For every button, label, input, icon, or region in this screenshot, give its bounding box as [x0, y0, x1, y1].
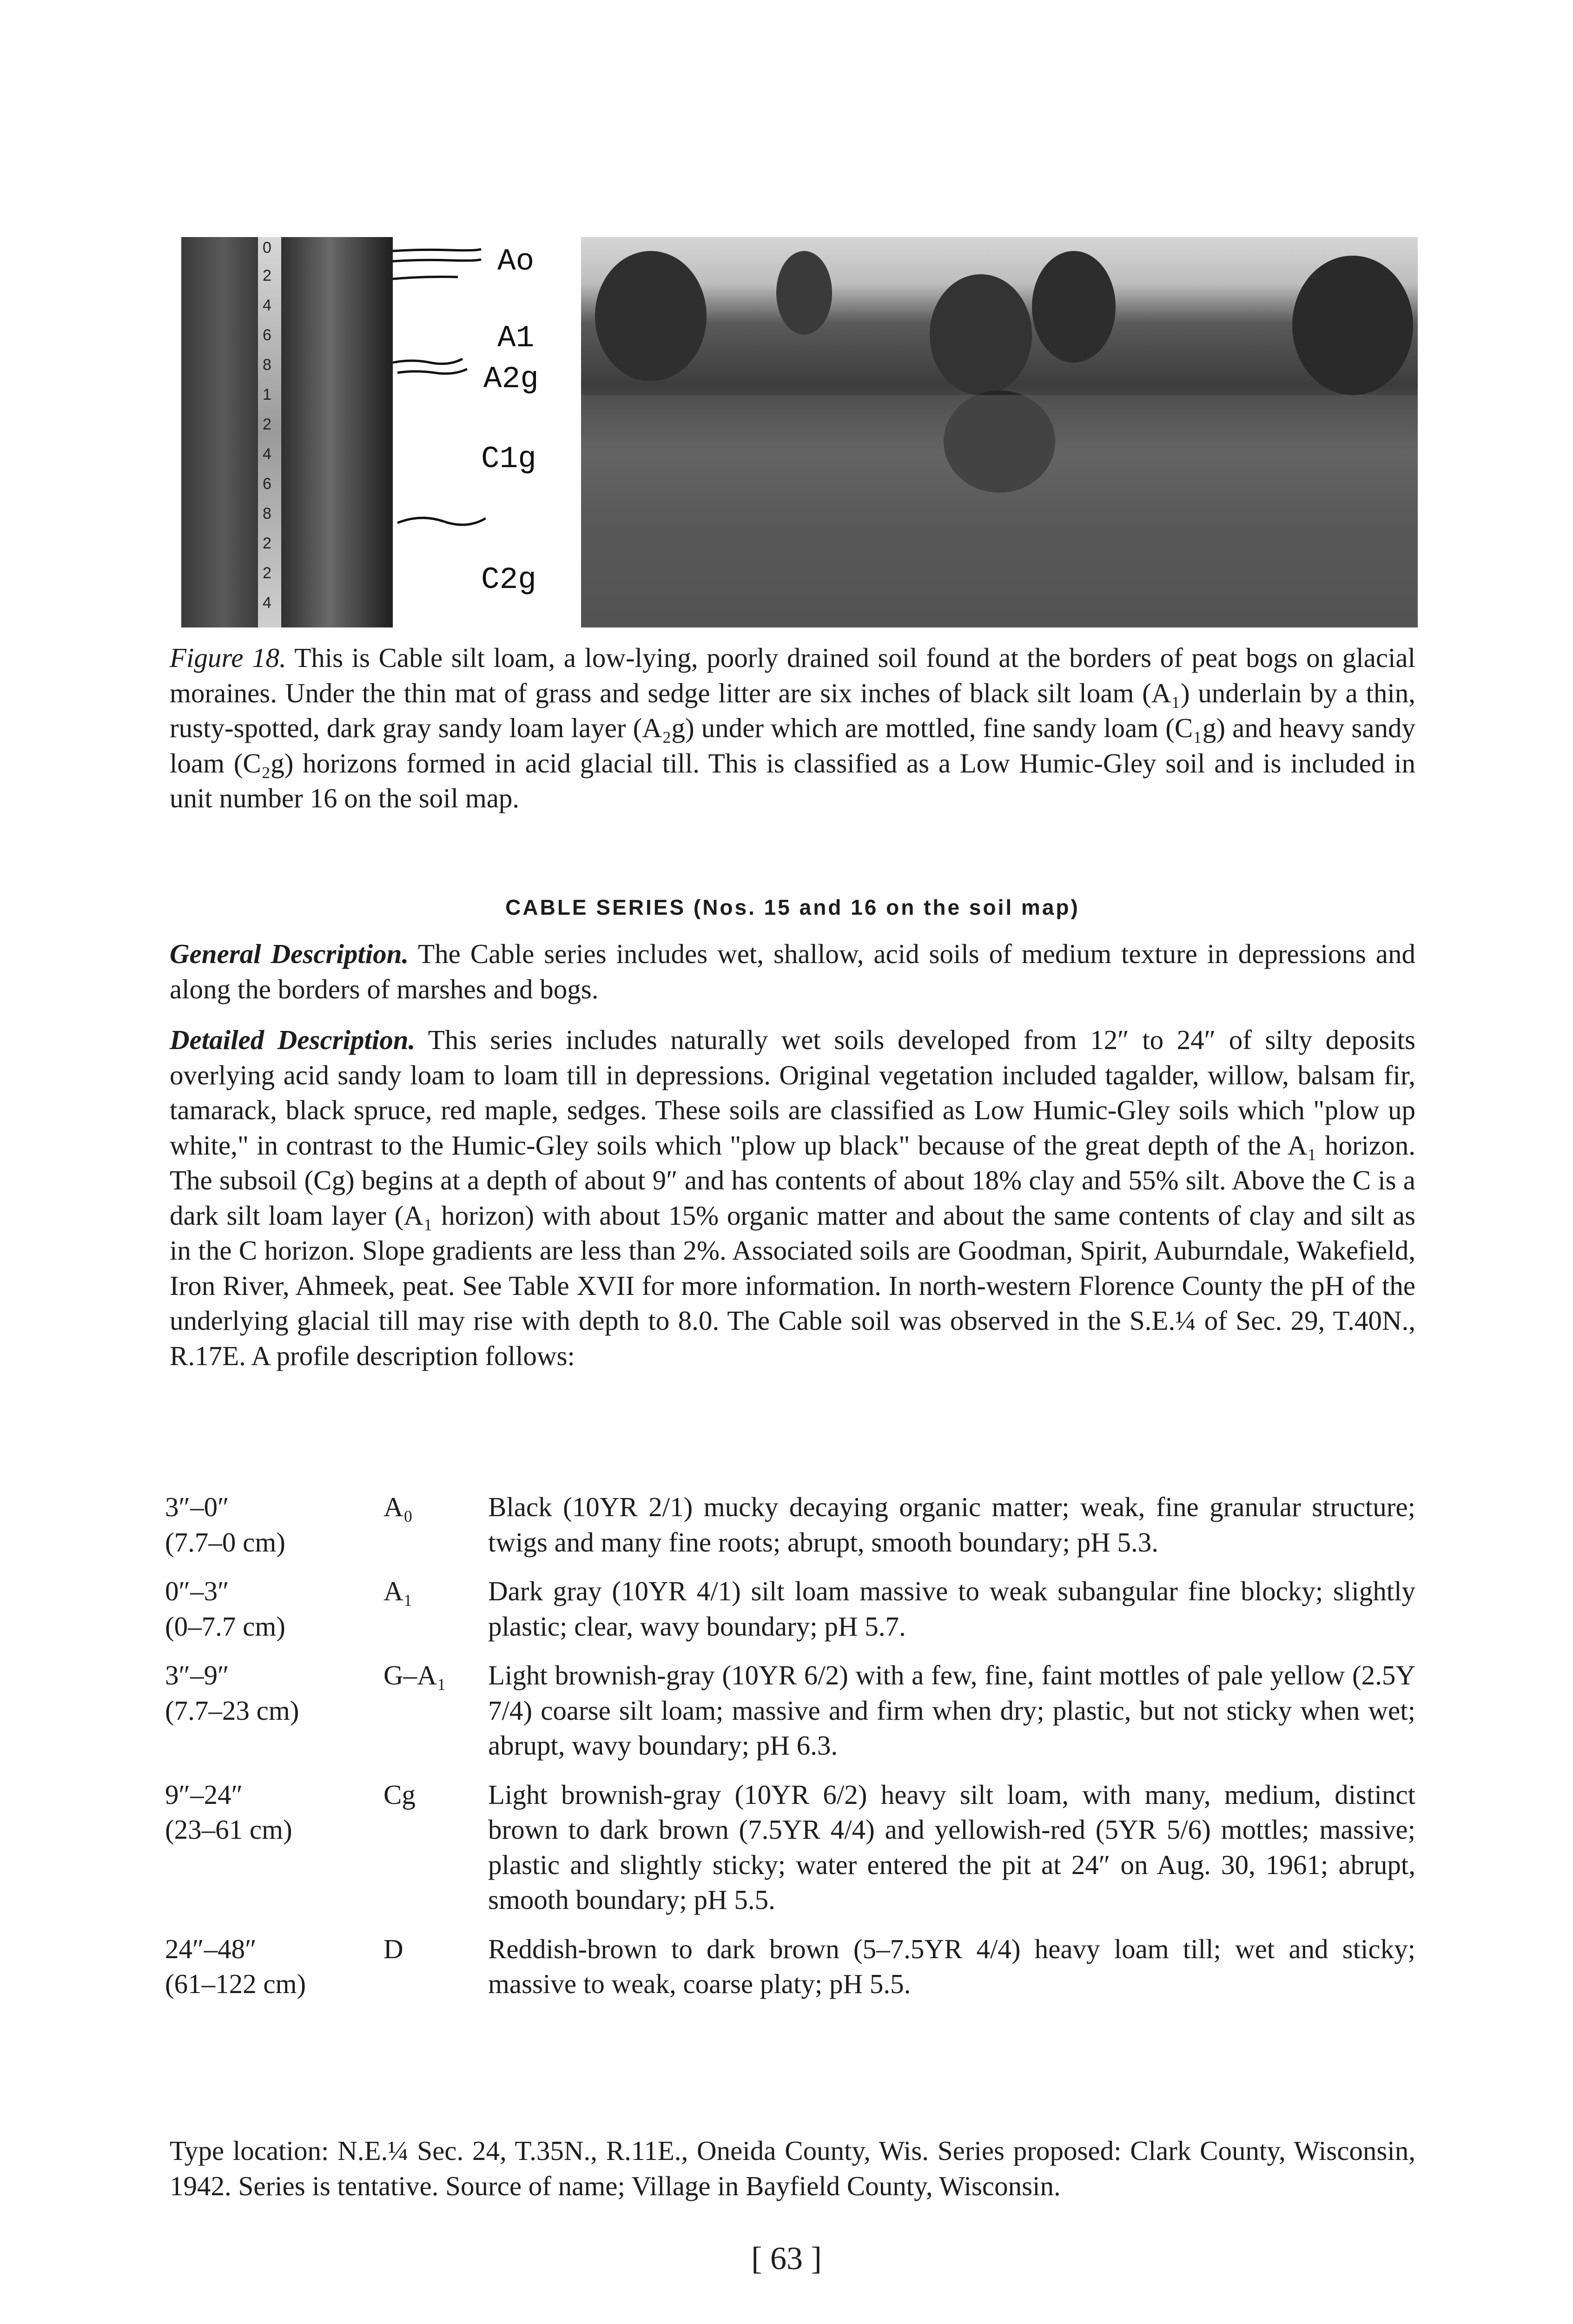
depth-inches: 0″–3″ — [165, 1576, 229, 1606]
horizon-cell: A₀ — [383, 1492, 413, 1522]
depth-inches: 9″–24″ — [165, 1779, 243, 1810]
profile-row — [165, 1932, 1415, 2002]
horizon-cell: D — [383, 1933, 403, 1964]
scale-mark: 8 — [263, 356, 271, 374]
scale-mark: 4 — [263, 445, 271, 463]
horizon-cell: G–A₁ — [383, 1660, 447, 1690]
soil-profile-photo — [181, 237, 393, 627]
caption-label: Figure 18. — [170, 642, 286, 673]
scale-mark: 4 — [263, 297, 271, 314]
horizon-label-a2g: A2g — [483, 362, 539, 396]
horizon-label-c2g: C2g — [481, 562, 536, 597]
scale-mark: 2 — [263, 267, 271, 284]
scale-mark: 8 — [263, 505, 271, 522]
horizon-description: Dark gray (10YR 4/1) silt loam massive to weak subangular fine blocky; slightly plastic; clear, wavy boundary; pH 5.7. — [488, 1576, 1415, 1642]
page-number: [ 63 ] — [751, 2241, 822, 2277]
scale-mark: 6 — [263, 475, 271, 493]
general-description-label: General Description. — [170, 938, 409, 969]
scale-mark: 2 — [263, 416, 271, 433]
depth-cell — [165, 1658, 360, 1728]
depth-cm: (0–7.7 cm) — [165, 1611, 285, 1642]
depth-cm: (61–122 cm) — [165, 1968, 306, 1999]
scale-mark: 2 — [263, 564, 271, 582]
scale-mark: 6 — [263, 326, 271, 344]
horizon-description: Light brownish-gray (10YR 6/2) heavy silt loam, with many, medium, distinct brown to dark brown (7.5YR 4/4) and yellowish-red (5YR 5/6) mottles; massive; plastic and slightly sticky; water entered the pit at 24″ on Aug. 30, 1961; abrupt, smooth boundary; pH 5.5. — [488, 1779, 1415, 1915]
depth-cm: (7.7–23 cm) — [165, 1695, 299, 1726]
figure-caption — [170, 640, 1415, 816]
horizon-description: Light brownish-gray (10YR 6/2) with a few, fine, faint mottles of pale yellow (2.5Y 7/4) coarse silt loam; massive and firm when dry; plastic, but not sticky when wet; abrupt, wavy boundary; pH 6.3. — [488, 1660, 1415, 1761]
depth-cm: (7.7–0 cm) — [165, 1526, 285, 1558]
depth-cell — [165, 1574, 360, 1644]
depth-cell — [165, 1490, 360, 1560]
horizon-label-a1: A1 — [497, 321, 535, 356]
scale-mark: 1 — [263, 386, 271, 403]
profile-row — [165, 1658, 1415, 1763]
detailed-description — [170, 1023, 1415, 1373]
depth-cell — [165, 1932, 360, 2002]
depth-inches: 24″–48″ — [165, 1933, 257, 1964]
profile-row — [165, 1777, 1415, 1918]
depth-inches: 3″–0″ — [165, 1492, 229, 1522]
horizon-cell: A₁ — [383, 1576, 413, 1606]
horizon-label-c1g: C1g — [481, 442, 536, 476]
figure-18 — [181, 237, 1418, 627]
detailed-description-label: Detailed Description. — [170, 1024, 416, 1055]
detailed-description-text: This series includes naturally wet soils developed from 12″ to 24″ of silty deposits overlying acid sandy loam to loam till in depressions. Original vegetation included tagalder, willow, balsam fir, tamarack, black spruce, red maple, sedges. These soils are classified as Low Humic-Gley soils which "plow up white," in contrast to the Humic-Gley soils which "plow up black" because of the great depth of the A₁ horizon. The subsoil (Cg) begins at a depth of about 9″ and has contents of about 18% clay and 55% silt. Above the C is a dark silt loam layer (A₁ horizon) with about 15% organic matter and about the same contents of clay and silt as in the C horizon. Slope gradients are less than 2%. Associated soils are Goodman, Spirit, Auburndale, Wakefield, Iron River, Ahmeek, peat. See Table XVII for more information. In north-western Florence County the pH of the underlying glacial till may rise with depth to 8.0. The Cable soil was observed in the S.E.¼ of Sec. 29, T.40N., R.17E. A profile description follows: — [170, 1024, 1415, 1371]
horizon-description: Reddish-brown to dark brown (5–7.5YR 4/4) heavy loam till; wet and sticky; massive to weak, coarse platy; pH 5.5. — [488, 1933, 1415, 1999]
profile-row — [165, 1574, 1415, 1644]
landscape-trees-illustration — [581, 237, 1418, 627]
type-location: Type location: N.E.¼ Sec. 24, T.35N., R.11E., Oneida County, Wis. Series proposed: Clark County, Wisconsin, 1942. Series is tentative. Source of name; Village in Bayfield County, Wisconsin. — [170, 2135, 1415, 2201]
depth-cell — [165, 1777, 360, 1848]
bog-landscape-photo — [581, 237, 1418, 627]
horizon-description: Black (10YR 2/1) mucky decaying organic matter; weak, fine granular structure; twigs and many fine roots; abrupt, smooth boundary; pH 5.3. — [488, 1492, 1415, 1558]
scale-mark: 0 — [263, 239, 271, 257]
section-heading: CABLE SERIES (Nos. 15 and 16 on the soil map) — [505, 895, 1080, 919]
profile-description-table — [165, 1490, 1415, 2016]
horizon-cell: Cg — [383, 1779, 416, 1810]
depth-cm: (23–61 cm) — [165, 1814, 292, 1845]
caption-text: This is Cable silt loam, a low-lying, poorly drained soil found at the borders of peat bogs on glacial moraines. Under the thin mat of grass and sedge litter are six inches of black silt loam (A₁) underlain by a thin, rusty-spotted, dark gray sandy loam layer (A₂g) under which are mottled, fine sandy loam (C₁g) and heavy sandy loam (C₂g) horizons formed in acid glacial till. This is classified as a Low Humic-Gley soil and is included in unit number 16 on the soil map. — [170, 642, 1415, 813]
profile-row — [165, 1490, 1415, 1560]
horizon-boundary-lines — [393, 237, 486, 627]
general-description — [170, 937, 1415, 1007]
scale-mark: 4 — [263, 594, 271, 612]
horizon-label-ao: Ao — [497, 244, 535, 279]
depth-inches: 3″–9″ — [165, 1660, 229, 1690]
scale-mark: 2 — [263, 535, 271, 552]
general-description-text: The Cable series includes wet, shallow, acid soils of medium texture in depressions and along the borders of marshes and bogs. — [170, 938, 1415, 1004]
